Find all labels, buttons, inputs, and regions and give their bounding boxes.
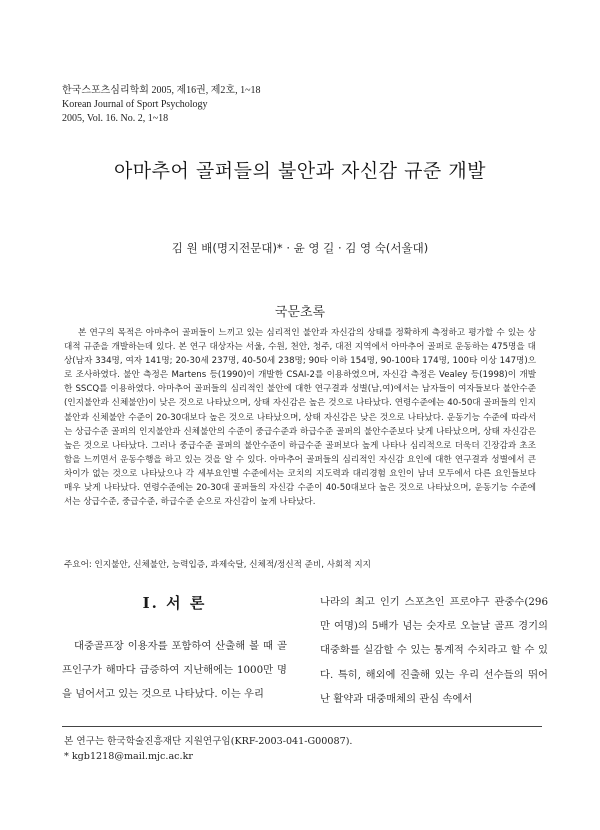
corresponding-email: * kgb1218@mail.mjc.ac.kr bbox=[64, 751, 193, 762]
footnotes bbox=[64, 734, 544, 764]
keywords: 주요어: 인지불안, 신체불안, 능력입증, 과제숙달, 신체적/정신적 준비, 사회적 지지 bbox=[64, 560, 371, 570]
citation-korean: 한국스포츠심리학회 2005, 제16권, 제2호, 1~18 bbox=[62, 85, 261, 96]
journal-citation bbox=[62, 84, 261, 126]
section-heading-introduction: I. 서 론 bbox=[142, 594, 207, 612]
left-column bbox=[62, 590, 287, 707]
paper-title: 아마추어 골퍼들의 불안과 자신감 규준 개발 bbox=[113, 160, 487, 182]
citation-journal-name: Korean Journal of Sport Psychology bbox=[62, 99, 208, 110]
author-list: 김 원 배(명지전문대)* · 윤 영 길 · 김 영 숙(서울대) bbox=[171, 241, 429, 255]
funding-footnote: 본 연구는 한국학술진흥재단 지원연구임(KRF-2003-041-G00087). bbox=[64, 736, 353, 747]
intro-paragraph-left: 대중골프장 이용자를 포함하여 산출해 볼 때 골프인구가 해마다 급증하여 지난해에는 1000만 명을 넘어서고 있는 것으로 나타났다. 이는 우리 bbox=[62, 640, 287, 701]
abstract-body: 본 연구의 목적은 아마추어 골퍼들이 느끼고 있는 심리적인 불안과 자신감의 상태를 정확하게 측정하고 평가할 수 있는 상대적 규준을 개발하는데 있다. 본 연구 대상자는 서울, 수원, 천안, 청주, 대전 지역에서 아마추어 골퍼로 운동하는 475명을 대상(남자 334명, 여자 141명; 20-30세 237명, 40-50세 238명; 90타 이하 154명, 90-100타 174명, 100타 이상 147명)으로 조사하였다. 불안 측정은 Martens 등(1990)이 개발한 CSAI-2를 이용하였으며, 자신감 측정은 Vealey 등(1998)이 개발한 SSCQ를 이용하였다. 아마추어 골퍼들의 심리적인 불안에 대한 연구결과 성별(남,여)에서는 남자들이 여자들보다 불안수준(인지불안과 신체불안)이 낮은 것으로 나타났으며, 상태 자신감은 높은 것으로 나타났다. 연령수준에는 40-50대 골퍼들의 인지불안과 신체불안 수준이 20-30대보다 높은 것으로 나타났으며, 상태 자신감은 낮은 것으로 나타났다. 운동기능 수준에 따라서는 상급수준 골퍼의 인지불안과 신체불안의 수준이 중급수준과 하급수준 골퍼의 불안수준보다 낮게 나타났으며, 상태 자신감은 높은 것으로 나타났다. 그러나 중급수준 골퍼의 불안수준이 하급수준 골퍼보다 높게 나타나 심리적으로 더욱더 긴장감과 초조함을 느끼면서 운동수행을 하고 있는 것을 알 수 있다. 아마추어 골퍼들의 심리적인 자신감 요인에 대한 연구결과 성별에서 큰 차이가 없는 것으로 나타났으나 각 세부요인별 수준에서는 코치의 지도력과 대리경험 요인이 남녀 모두에서 다른 요인들보다 매우 낮게 나타났다. 연령수준에는 20-30대 골퍼들의 자신감 수준이 40-50대보다 높은 것으로 나타났으며, 운동기능 수준에서는 상급수준, 중급수준, 하급수준 순으로 자신감이 높게 나타났다. bbox=[64, 328, 536, 508]
abstract-heading: 국문초록 bbox=[274, 305, 326, 320]
footnote-divider bbox=[62, 726, 542, 727]
citation-volume: 2005, Vol. 16. No. 2, 1~18 bbox=[62, 113, 169, 124]
intro-paragraph-right: 나라의 최고 인기 스포츠인 프로야구 관중수(296만 여명)의 5배가 넘는 숫자로 오늘날 골프 경기의 대중화를 실감할 수 있는 통계적 수치라고 할 수 있다. 특히, 해외에 진출해 있는 우리 선수들의 뛰어난 활약과 대중매체의 관심 속에서 bbox=[320, 596, 548, 705]
right-column bbox=[320, 590, 548, 711]
